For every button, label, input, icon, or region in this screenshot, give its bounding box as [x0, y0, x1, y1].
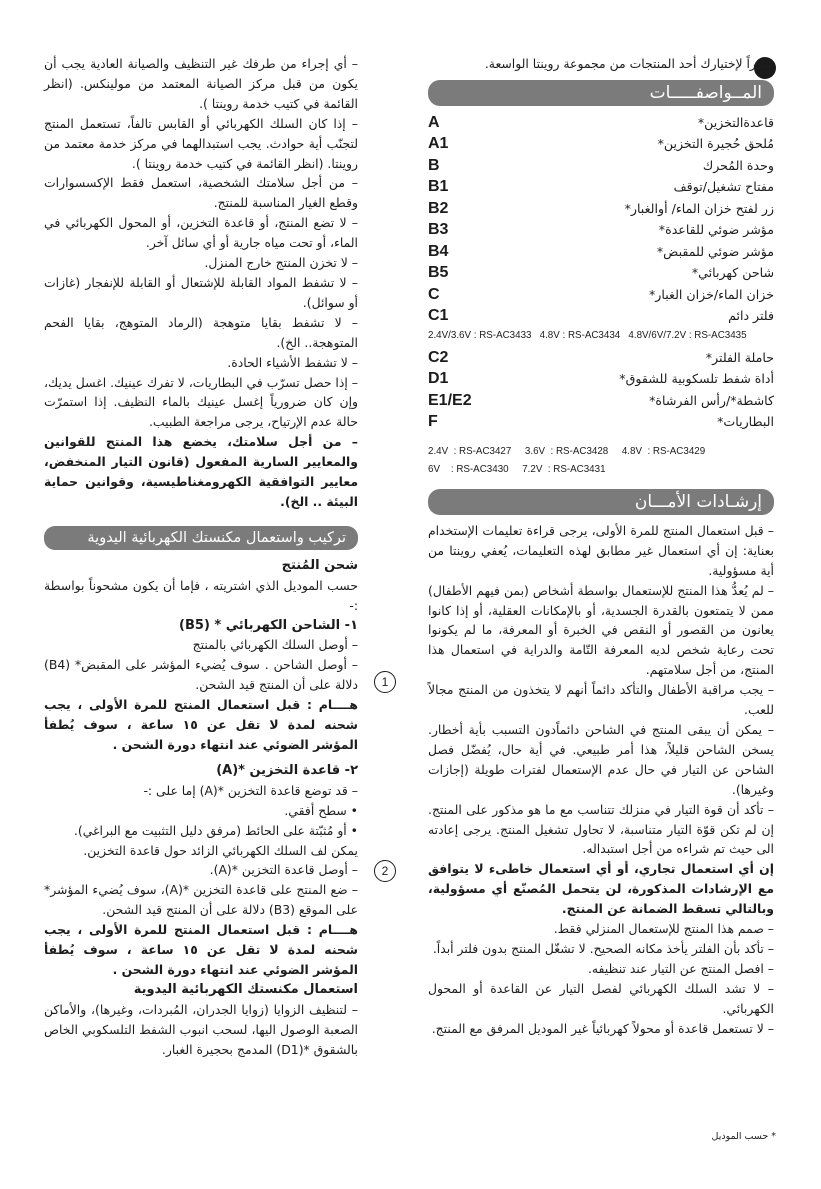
maintenance-para: – لا تشفط المواد القابلة للإشتعال أو القابلة للإنفجار (غازات أو سوائل).: [44, 274, 358, 310]
battery-models: [428, 445, 774, 477]
spec-row: [428, 262, 774, 284]
specs-list-2: [428, 347, 774, 433]
maintenance-para: – أي إجراء من طرفك غير التنظيف والصيانة العادية يجب أن يكون من قبل مركز الصيانة المعتمد من مولينكس. (انظر القائمة في كتيب خدمة روينتا ).: [44, 56, 358, 111]
safety-para: – لا تستعمل قاعدة أو محولاً كهربائياً غير الموديل المرفق مع المنتج.: [431, 1020, 774, 1036]
safety-para: – افصل المنتج عن التيار عند تنظيفه.: [587, 960, 774, 976]
spec-row: [428, 219, 774, 241]
charging-heading: شحن المُنتج: [281, 557, 358, 573]
important-note: هــــام : قبل استعمال المنتج للمرة الأولى ، يجب شحنه لمدة لا تقل عن ١٥ ساعة ، سوف يُطفأ المؤشر الضوئي عند انتهاء دورة الشحن .: [44, 697, 358, 752]
spec-label: مُلحق حُجيرة التخزين*: [657, 136, 774, 152]
safety-para: – يمكن أن يبقى المنتج في الشاحن دائماًدون التسبب بأية أخطار. يسخن الشاحن قليلاً، هذا أمر طبيعي. في أية حال، يُفضّل فصل الشاحن عن التيار في حال عدم الإستعمال لفترات طويلة (إجازات وغيرها).: [428, 721, 774, 797]
maintenance-para: – لا تشفط الأشياء الحادة.: [227, 354, 358, 370]
maintenance-para: – لا تشفط بقايا متوهجة (الرماد المتوهج، بقايا الفحم المتوهجة.. الخ).: [44, 314, 358, 350]
spec-label: حاملة الفلتر*: [705, 349, 774, 365]
spec-code: C1: [428, 307, 449, 325]
spec-code: B2: [428, 199, 449, 217]
spec-label: البطاريات*: [717, 414, 774, 430]
step-number-1: 1: [374, 671, 396, 693]
battery-models-line: 6V : RS-AC3430 7.2V : RS-AC3431: [428, 463, 606, 475]
footnote: * حسب الموديل: [711, 1131, 776, 1142]
maintenance-para: – إذا كان السلك الكهربائي أو القابس تالفاً، تستعمل المنتج لتجنّب أية حوادث. يجب استبدالهما في مركز خدمة معتمد من روينتا. (انظر القائمة في كتيب خدمة روينتا ).: [44, 115, 358, 171]
safety-para: – يجب مراقبة الأطفال والتأكد دائماً أنهم لا يتخذون من المنتج مجالاً للعب.: [428, 682, 774, 718]
maintenance-para: – من أجل سلامتك الشخصية، استعمل فقط الإكسسوارات وقطع الغيار المناسبة للمنتج.: [44, 175, 358, 211]
safety-para: – تأكد بأن الفلتر يأخذ مكانه الصحيح. لا تشغّل المنتج بدون فلتر أبداً.: [432, 940, 774, 956]
right-column: [428, 54, 774, 1038]
safety-para: – تأكد أن قوة التيار في منزلك تتناسب مع ما هو مذكور على المنتج. إن لم تكن قوّة التيار متناسبة، لا تحاول تشغيل المنتج. يرجى إعادته الى حيث تم شراءه من أجل استبداله.: [428, 801, 774, 857]
spec-code: D1: [428, 370, 449, 388]
spec-row: [428, 411, 774, 433]
safety-para: – صمم هذا المنتج للإستعمال المنزلي فقط.: [553, 921, 774, 937]
spec-label: مفتاح تشغيل/توقف: [673, 179, 774, 195]
base-line: – أوصل قاعدة التخزين *(A).: [209, 862, 358, 878]
spec-label: فلتر دائم: [728, 308, 774, 324]
spec-code: C2: [428, 348, 449, 366]
base-line: – ضع المنتج على قاعدة التخزين *(A)، سوف يُضيء المؤشر* على الموقع (B3) دلالة على أن المنتج قيد الشحن.: [44, 882, 358, 918]
spec-label: مؤشر ضوئي للمقبض*: [656, 243, 774, 259]
safety-title: إرشـادات الأمـــان: [428, 489, 774, 515]
base-line: يمكن لف السلك الكهربائي الزائد حول قاعدة التخزين.: [83, 842, 358, 858]
spec-label: أداة شفط تلسكوبية للشقوق*: [619, 371, 774, 387]
charging-intro: حسب الموديل الذي اشتريته ، فإما أن يكون مشحوناً بواسطة :-: [44, 577, 358, 613]
spec-row: [428, 241, 774, 263]
maintenance-para: – لا تضع المنتج، أو قاعدة التخزين، أو المحول الكهربائي في الماء، أو تحت مياه جارية أو أي سائل آخر.: [44, 215, 358, 251]
spec-label: كاشطة*/رأس الفرشاة*: [649, 392, 774, 408]
use-heading: استعمال مكنستك الكهربائية اليدوية: [133, 981, 358, 997]
spec-code: C: [428, 285, 440, 303]
spec-code: B3: [428, 221, 449, 239]
spec-label: شاحن كهربائي*: [691, 265, 774, 281]
maintenance-para: – لا تخزن المنتج خارج المنزل.: [204, 255, 358, 271]
spec-label: مؤشر ضوئي للقاعدة*: [658, 222, 774, 238]
spec-code: B1: [428, 178, 449, 196]
base-line: – قد توضع قاعدة التخزين *(A) إما على :-: [143, 782, 358, 798]
spec-label: زر لفتح خزان الماء/ أوالغبار*: [624, 200, 774, 216]
assembly-title: تركيب واستعمال مكنستك الكهربائية اليدوية: [44, 526, 358, 550]
specs-list: [428, 112, 774, 327]
base-line: • سطح أفقي.: [284, 802, 358, 818]
important-note: هــــام : قبل استعمال المنتج للمرة الأولى ، يجب شحنه لمدة لا تقل عن ١٥ ساعة ، سوف يُطفأ المؤشر الضوئي عند انتهاء دورة الشحن .: [44, 922, 358, 977]
spec-code: A: [428, 113, 440, 131]
spec-row: [428, 112, 774, 134]
intro-text: شكراً لإختيارك أحد المنتجات من مجموعة روينتا الواسعة.: [484, 56, 774, 71]
base-line: • أو مُثبّتة على الحائط (مرفق دليل التثبيت مع البراغي).: [73, 822, 358, 838]
spec-code: B: [428, 156, 440, 174]
battery-models-line: 2.4V : RS-AC3427 3.6V : RS-AC3428 4.8V : RS-AC3429: [428, 445, 706, 457]
spec-label: خزان الماء/خزان الغبار*: [648, 286, 774, 302]
charger-heading: ١- الشاحن الكهربائي * (B5): [179, 617, 358, 633]
spec-row: [428, 347, 774, 369]
safety-para: – قبل استعمال المنتج للمرة الأولى، يرجى قراءة تعليمات الإستخدام بعناية: إن أي استعمال غير مطابق لهذه التعليمات، يُعفي روينتا من أية مسؤولية.: [428, 522, 774, 578]
spec-code: E1/E2: [428, 391, 472, 409]
spec-row: [428, 176, 774, 198]
spec-code: A1: [428, 135, 449, 153]
specs-title: المــواصفـــــات: [428, 80, 774, 106]
base-heading: ٢- قاعدة التخزين *(A): [216, 762, 358, 778]
safety-para: – لم يُعدُّ هذا المنتج للإستعمال بواسطة أشخاص (بمن فيهم الأطفال) ممن لا يتمتعون بالقدرة الجسدية، أو بالإمكانات العقلية، أو إذا كانوا يعانون من القصور أو النقص في الخبرة أو المعرفة، ما لم يكونوا تحت رعاية شخص لديه المعرفة التّامة والدراية في استعمال هذا المنتج، من أجل سلامتهم.: [428, 582, 774, 678]
spec-row: [428, 155, 774, 177]
spec-row: [428, 305, 774, 327]
spec-code: B4: [428, 242, 449, 260]
maintenance-para: – إذا حصل تسرّب في البطاريات، لا تفرك عينيك. اغسل يديك، وإن كان ضرورياً إغسل عينيك بالماء النظيف. إذا استمرّت حالة عدم الإرتياح، يرجى مراجعة الطبيب.: [44, 374, 358, 430]
spec-row: [428, 390, 774, 412]
safety-warning: إن أي استعمال تجاري، أو أي استعمال خاطىء لا يتوافق مع الإرشادات المذكورة، لن يتحمل المُصنّع أي مسؤولية، وبالتالي تسقط الضمانة عن المنتج.: [428, 861, 774, 917]
spec-row: [428, 133, 774, 155]
compliance-para: – من أجل سلامتك، يخضع هذا المنتج للقوانين والمعايير السارية المفعول (قانون التيار المنخفض، معايير التوافقية الكهرومغناطيسية، وقوانين حماية البيئة .. الخ).: [44, 434, 358, 509]
spec-code: F: [428, 413, 438, 431]
spec-code: B5: [428, 264, 449, 282]
charger-models: 2.4V/3.6V : RS-AC3433 4.8V : RS-AC3434 4.8V/6V/7.2V : RS-AC3435: [428, 329, 747, 341]
use-text: – لتنظيف الزوايا (زوايا الجدران، المُبردات، وغيرها)، والأماكن الصعبة الوصول اليها، لسحب انبوب الشفط التلسكوبي الخاص بالشقوق *(D1) المدمج بحجيرة الغبار.: [44, 1001, 358, 1057]
charger-step: – أوصل الشاحن . سوف يُضيء المؤشر على المقبض* (B4) دلالة على أن المنتج قيد الشحن.: [44, 657, 358, 693]
spec-label: وحدة المُحرك: [702, 157, 774, 173]
spec-row: [428, 368, 774, 390]
spec-label: قاعدةالتخزين*: [697, 114, 774, 130]
left-column: [44, 54, 358, 1060]
spec-row: [428, 198, 774, 220]
safety-para: – لا تشد السلك الكهربائي لفصل التيار عن القاعدة أو المحول الكهربائي.: [428, 980, 774, 1016]
charger-step: – أوصل السلك الكهربائي بالمنتج: [192, 637, 358, 653]
spec-row: [428, 284, 774, 306]
step-number-2: 2: [374, 860, 396, 882]
